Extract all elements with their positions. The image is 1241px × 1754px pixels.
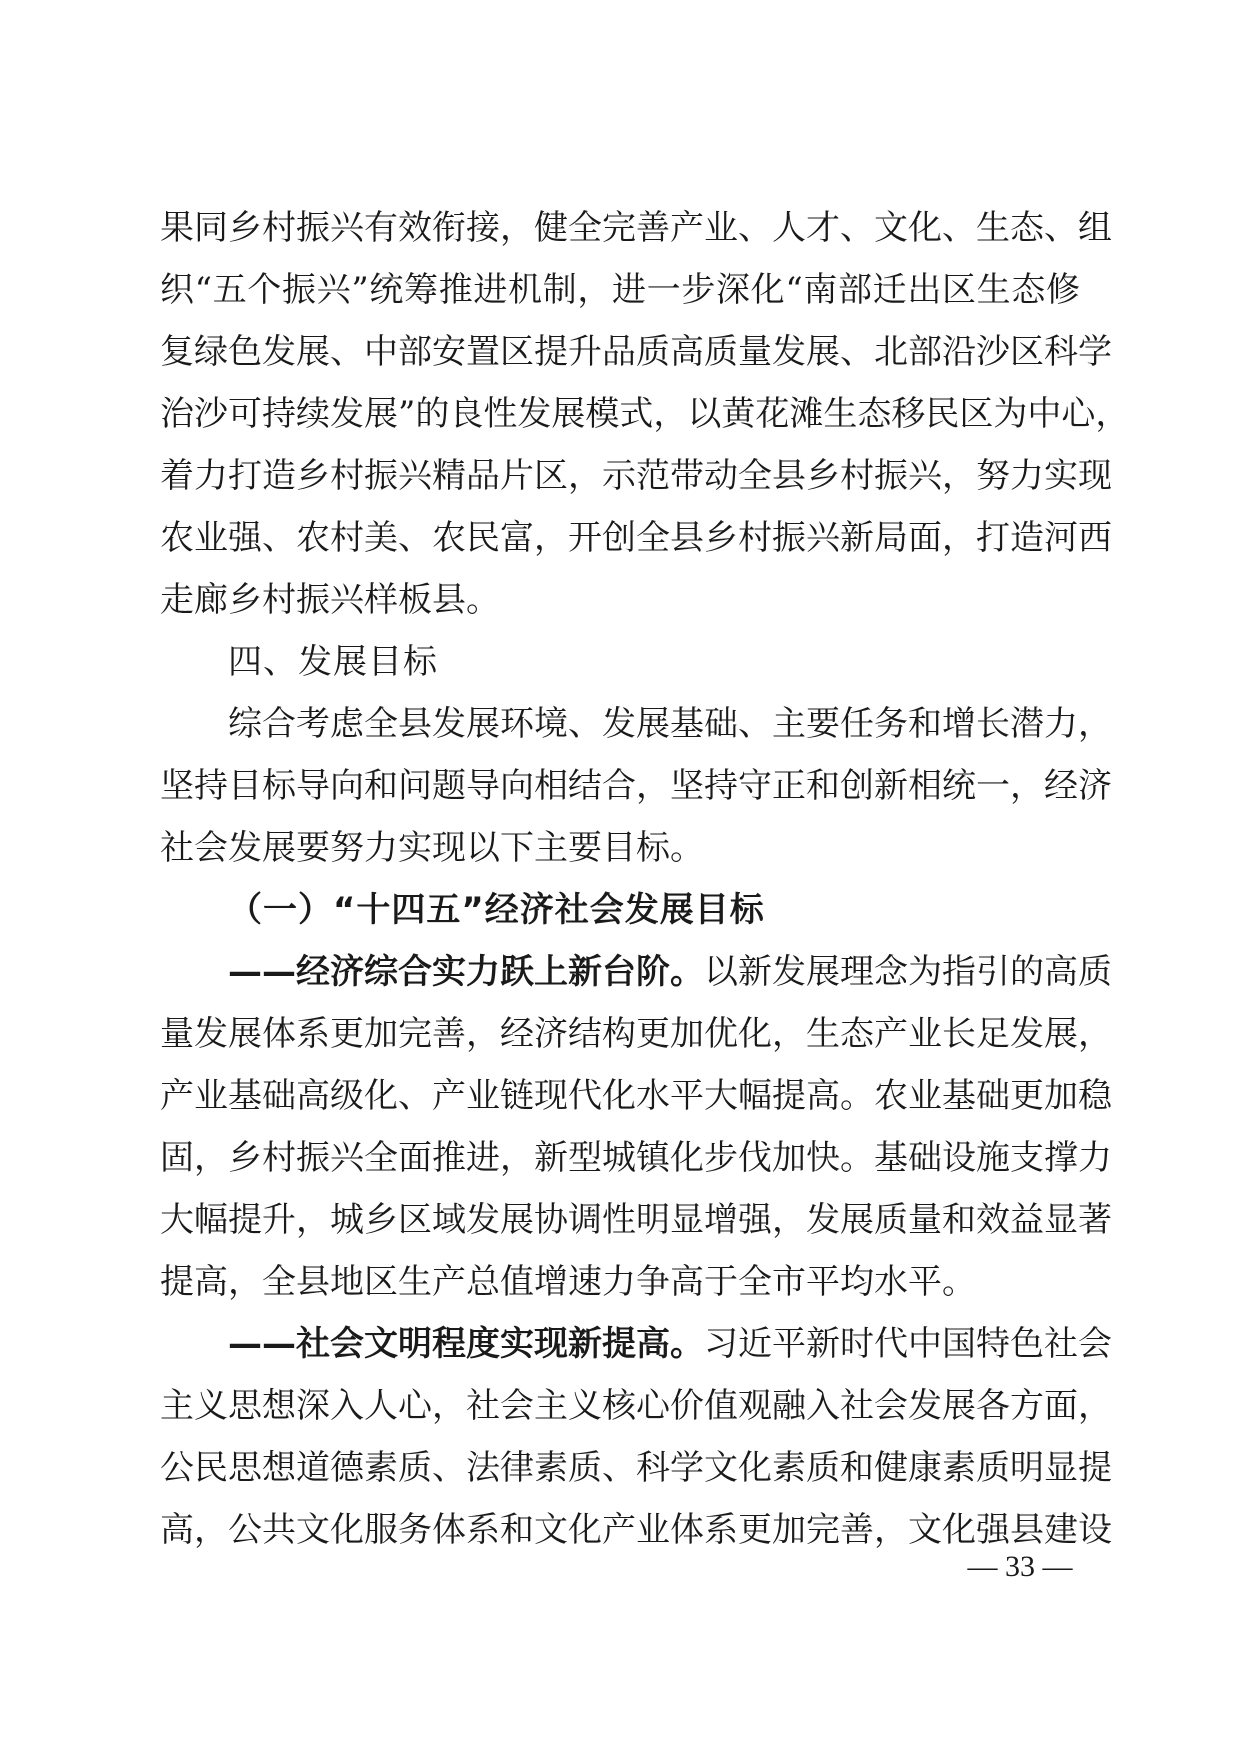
body-text-line: 织“五个振兴”统筹推进机制，进一步深化“南部迁出区生态修 [160, 270, 1080, 310]
body-text-line: 主义思想深入人心，社会主义核心价值观融入社会发展各方面， [160, 1386, 1112, 1426]
body-text-line: 治沙可持续发展”的良性发展模式，以黄花滩生态移民区为中心， [160, 394, 1130, 434]
body-text-line: 社会发展要努力实现以下主要目标。 [160, 828, 704, 868]
goal-text: 习近平新时代中国特色社会 [704, 1324, 1112, 1364]
goal-first-line [228, 941, 1112, 1003]
body-text-line: 着力打造乡村振兴精品片区，示范带动全县乡村振兴，努力实现 [160, 456, 1112, 496]
body-text-line: 固，乡村振兴全面推进，新型城镇化步伐加快。基础设施支撑力 [160, 1138, 1112, 1178]
body-text-line: 高，公共文化服务体系和文化产业体系更加完善，文化强县建设 [160, 1510, 1112, 1550]
goal-first-line [228, 1313, 1112, 1375]
goal-text: 以新发展理念为指引的高质 [704, 952, 1112, 992]
body-text-line: 公民思想道德素质、法律素质、科学文化素质和健康素质明显提 [160, 1448, 1112, 1488]
body-text-line: 综合考虑全县发展环境、发展基础、主要任务和增长潜力， [228, 704, 1112, 744]
body-text-line: 农业强、农村美、农民富，开创全县乡村振兴新局面，打造河西 [160, 518, 1112, 558]
body-text-line: 提高，全县地区生产总值增速力争高于全市平均水平。 [160, 1262, 976, 1302]
body-text-line: 复绿色发展、中部安置区提升品质高质量发展、北部沿沙区科学 [160, 332, 1112, 372]
body-text-line: 坚持目标导向和问题导向相结合，坚持守正和创新相统一，经济 [160, 766, 1112, 806]
body-text-line: 走廊乡村振兴样板县。 [160, 580, 500, 620]
body-text-line: 产业基础高级化、产业链现代化水平大幅提高。农业基础更加稳 [160, 1076, 1112, 1116]
body-text-line: 果同乡村振兴有效衔接，健全完善产业、人才、文化、生态、组 [160, 208, 1112, 248]
section-heading: 四、发展目标 [228, 642, 438, 682]
body-text-line: 大幅提升，城乡区域发展协调性明显增强，发展质量和效益显著 [160, 1200, 1112, 1240]
subsection-heading: （一）“十四五”经济社会发展目标 [228, 890, 765, 930]
body-text-line: 量发展体系更加完善，经济结构更加优化，生态产业长足发展， [160, 1014, 1112, 1054]
goal-lead-text: ——经济综合实力跃上新台阶。 [228, 952, 704, 992]
page-number: — 33 — [967, 1550, 1073, 1583]
goal-lead-text: ——社会文明程度实现新提高。 [228, 1324, 704, 1364]
